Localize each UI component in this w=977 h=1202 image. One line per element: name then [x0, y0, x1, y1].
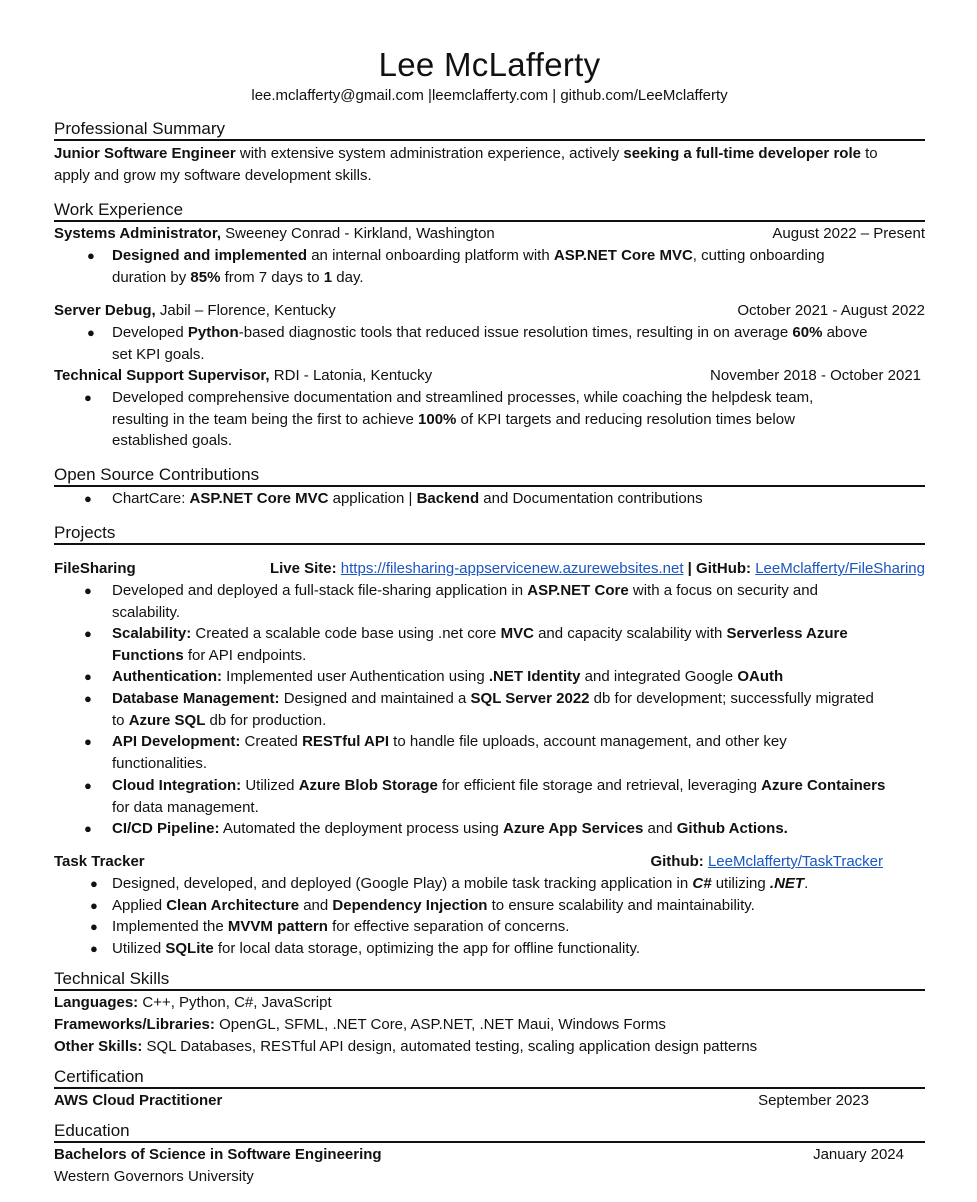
bullet-text: Utilized SQLite for local data storage, optimizing the app for offline functionality. — [112, 940, 641, 957]
job-place: RDI - Latonia, Kentucky — [269, 367, 433, 384]
bullet-text: Authentication: Implemented user Authentication using .NET Identity and integrated Google OAuth — [112, 668, 784, 685]
section-title-opensource: Open Source Contributions — [54, 465, 925, 487]
cert-date: September 2023 — [758, 1092, 869, 1109]
cert-row — [54, 1090, 925, 1111]
bullet-icon: ● — [90, 898, 98, 913]
summary-seeking: seeking a full-time developer role — [623, 145, 861, 162]
section-title-certification: Certification — [54, 1067, 925, 1089]
bullet-icon: ● — [90, 941, 98, 956]
bullet-text: CI/CD Pipeline: Automated the deployment process using Azure App Services and Github Actions. — [112, 820, 788, 837]
bullet-icon: ● — [84, 691, 92, 706]
bullet-icon: ● — [84, 491, 92, 506]
job-header — [54, 300, 925, 321]
section-title-skills: Technical Skills — [54, 969, 925, 991]
bullet-text: Developed and deployed a full-stack file-sharing application in ASP.NET Core with a focus on security and scalability. — [112, 582, 818, 621]
bullet-icon: ● — [84, 778, 92, 793]
job-dates: November 2018 - October 2021 — [710, 367, 921, 384]
bullet-icon: ● — [84, 734, 92, 749]
summary-text: with extensive system administration experience, actively — [235, 145, 624, 162]
job-header — [54, 223, 925, 244]
project-name: FileSharing — [54, 560, 136, 577]
section-title-education: Education — [54, 1121, 925, 1143]
education-date: January 2024 — [813, 1146, 904, 1163]
project-header-tasktracker — [54, 851, 925, 872]
bullet-icon: ● — [90, 919, 98, 934]
skills-frameworks: Frameworks/Libraries: OpenGL, SFML, .NET Core, ASP.NET, .NET Maui, Windows Forms — [54, 1016, 666, 1033]
github-link[interactable]: LeeMclafferty/FileSharing — [755, 560, 925, 577]
bullet-text: Database Management: Designed and maintained a SQL Server 2022 db for development; successfully migrated to Azure SQL db for production. — [112, 690, 874, 729]
job-place: Jabil – Florence, Kentucky — [155, 302, 336, 319]
cert-name: AWS Cloud Practitioner — [54, 1092, 223, 1109]
project-name: Task Tracker — [54, 853, 145, 870]
bullet-text: Scalability: Created a scalable code base using .net core MVC and capacity scalability with Serverless Azure Functions for API endpoints. — [112, 625, 848, 664]
bullet-text: Developed comprehensive documentation and streamlined processes, while coaching the helpdesk team, resulting in the team being the first to achieve 100% of KPI targets and reducing resolution times below established goals. — [112, 389, 814, 449]
summary-text-end: to — [860, 145, 878, 162]
candidate-name: Lee McLafferty — [378, 46, 601, 83]
bullet-text: Designed and implemented an internal onboarding platform with ASP.NET Core MVC, cutting onboarding duration by 85% from 7 days to 1 day. — [112, 247, 825, 286]
summary-role: Junior Software Engineer — [54, 145, 236, 162]
bullet-text: Developed Python-based diagnostic tools that reduced issue resolution times, resulting in on average 60% above set KPI goals. — [112, 324, 868, 363]
bullet-icon: ● — [87, 248, 95, 263]
bullet-icon: ● — [84, 821, 92, 836]
contact-line: lee.mclafferty@gmail.com |leemclafferty.com | github.com/LeeMclafferty — [251, 87, 728, 104]
bullet-icon: ● — [87, 325, 95, 340]
github-link[interactable]: LeeMclafferty/TaskTracker — [707, 853, 883, 870]
job-dates: August 2022 – Present — [772, 225, 925, 242]
section-title-projects: Projects — [54, 523, 925, 545]
summary-line-1 — [54, 143, 925, 164]
skills-languages: Languages: C++, Python, C#, JavaScript — [54, 994, 332, 1011]
education-row — [54, 1144, 925, 1165]
job-role: Technical Support Supervisor, — [54, 367, 270, 384]
section-title-work: Work Experience — [54, 200, 925, 222]
bullet-text: API Development: Created RESTful API to handle file uploads, account management, and other key functionalities. — [112, 733, 787, 772]
bullet-icon: ● — [84, 390, 92, 405]
bullet-icon: ● — [90, 876, 98, 891]
school-name: Western Governors University — [54, 1168, 254, 1185]
job-dates: October 2021 - August 2022 — [737, 302, 925, 319]
project-header-filesharing — [54, 558, 925, 579]
job-place: Sweeney Conrad - Kirkland, Washington — [221, 225, 495, 242]
section-title-summary: Professional Summary — [54, 119, 925, 141]
bullet-text: Cloud Integration: Utilized Azure Blob Storage for efficient file storage and retrieval, leveraging Azure Containers for data management. — [112, 777, 886, 816]
summary-line-2: apply and grow my software development skills. — [54, 167, 372, 184]
live-site-link[interactable]: https://filesharing-appservicenew.azurewebsites.net — [340, 560, 684, 577]
project-links: Github: LeeMclafferty/TaskTracker — [650, 853, 883, 870]
bullet-icon: ● — [84, 626, 92, 641]
bullet-icon: ● — [84, 583, 92, 598]
project-links: Live Site: https://filesharing-appservicenew.azurewebsites.net | GitHub: LeeMclafferty/FileSharing — [269, 560, 925, 577]
skills-other: Other Skills: SQL Databases, RESTful API design, automated testing, scaling application design patterns — [54, 1038, 758, 1055]
bullet-icon: ● — [84, 669, 92, 684]
job-role: Server Debug, — [54, 302, 156, 319]
bullet-text: ChartCare: ASP.NET Core MVC application | Backend and Documentation contributions — [112, 490, 703, 507]
job-header — [54, 365, 925, 386]
bullet-text: Applied Clean Architecture and Dependency Injection to ensure scalability and maintainability. — [112, 897, 755, 914]
bullet-text: Implemented the MVVM pattern for effective separation of concerns. — [112, 918, 570, 935]
bullet-text: Designed, developed, and deployed (Google Play) a mobile task tracking application in C# utilizing .NET. — [112, 875, 809, 892]
degree: Bachelors of Science in Software Engineering — [54, 1146, 382, 1163]
job-role: Systems Administrator, — [54, 225, 221, 242]
